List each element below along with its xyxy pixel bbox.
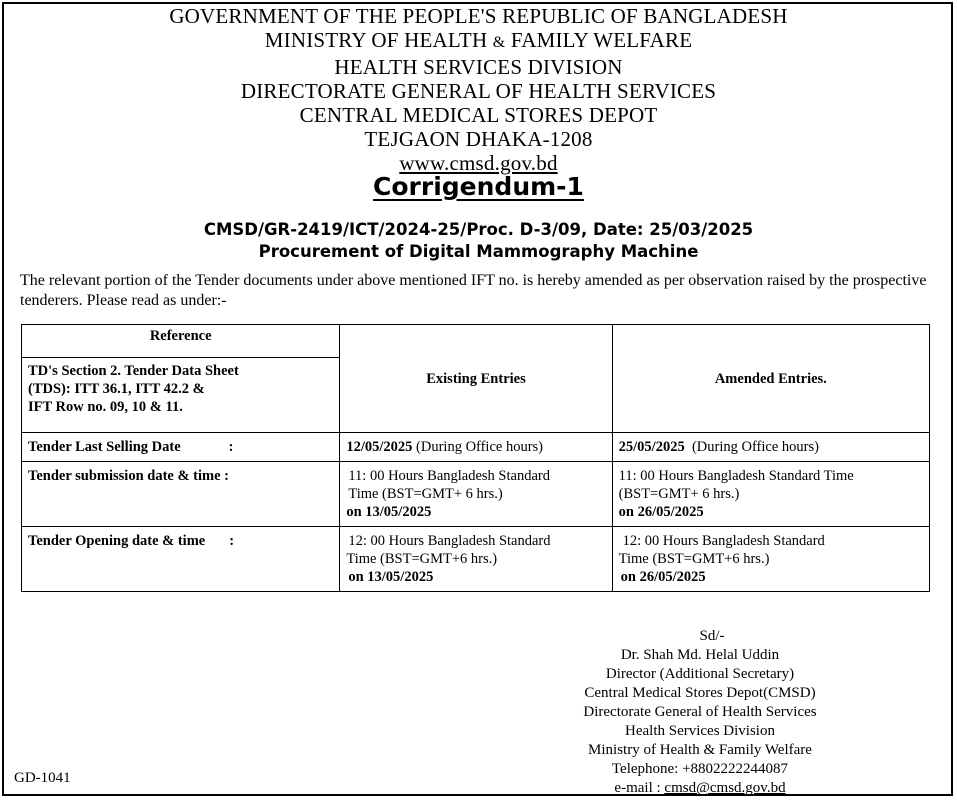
amendment-table [21,324,930,592]
table-row [22,462,930,527]
reference-number: CMSD/GR-2419/ICT/2024-25/Proc. D-3/09, Date: 25/03/2025 [203,220,754,239]
table-row [22,527,930,592]
table-header-row [22,325,930,358]
document-code: GD-1041 [14,770,71,786]
signatory-telephone: Telephone: +8802222244087 [611,761,789,777]
row-label-selling-date: Tender Last Selling Date : [22,433,340,462]
existing-submission: 11: 00 Hours Bangladesh Standard Time (BST=GMT+ 6 hrs.) on 13/05/2025 [340,462,612,527]
header-government: GOVERNMENT OF THE PEOPLE'S REPUBLIC OF BANGLADESH [169,4,788,28]
signatory-designation: Director (Additional Secretary) [605,666,795,682]
signatory-directorate: Directorate General of Health Services [583,704,817,720]
header-address: TEJGAON DHAKA-1208 [364,127,593,151]
intro-paragraph: The relevant portion of the Tender documents under above mentioned IFT no. is hereby amended as per observation raised by the prospective tenderers. Please read as under:- [20,272,927,309]
document-title: Corrigendum-1 [373,172,584,201]
amended-submission: 11: 00 Hours Bangladesh Standard Time (BST=GMT+ 6 hrs.) on 26/05/2025 [612,462,929,527]
signatory-ministry: Ministry of Health & Family Welfare [588,742,812,758]
signatory-name: Dr. Shah Md. Helal Uddin [620,647,780,663]
signatory-division: Health Services Division [625,723,775,739]
existing-opening: 12: 00 Hours Bangladesh Standard Time (BST=GMT+6 hrs.) on 13/05/2025 [340,527,612,592]
header-amended-entries: Amended Entries. [612,325,929,433]
existing-selling-date: 12/05/2025 (During Office hours) [340,433,612,462]
header-directorate: DIRECTORATE GENERAL OF HEALTH SERVICES [240,79,717,103]
header-reference: Reference [22,325,340,358]
header-depot: CENTRAL MEDICAL STORES DEPOT [299,103,658,127]
reference-block [0,219,957,263]
email-link[interactable]: cmsd@cmsd.gov.bd [664,780,786,796]
signature-sd: Sd/- [699,628,725,644]
header-ministry: MINISTRY OF HEALTH & FAMILY WELFARE [264,28,693,52]
amended-opening: 12: 00 Hours Bangladesh Standard Time (BST=GMT+6 hrs.) on 26/05/2025 [612,527,929,592]
header-division: HEALTH SERVICES DIVISION [334,55,623,79]
signatory-email: e-mail : cmsd@cmsd.gov.bd [614,780,786,796]
header-existing-entries: Existing Entries [340,325,612,433]
letterhead [0,4,957,175]
row-label-submission: Tender submission date & time : [22,462,340,527]
table-row [22,433,930,462]
row-label-opening: Tender Opening date & time : [22,527,340,592]
subject-line: Procurement of Digital Mammography Machine [258,242,699,261]
amended-selling-date: 25/05/2025 (During Office hours) [612,433,929,462]
signature-block [530,627,870,798]
tds-reference: TD's Section 2. Tender Data Sheet (TDS): ITT 36.1, ITT 42.2 & IFT Row no. 09, 10 & 11. [22,358,340,433]
header-website-link[interactable]: www.cmsd.gov.bd [399,151,558,175]
signatory-office: Central Medical Stores Depot(CMSD) [584,685,816,701]
